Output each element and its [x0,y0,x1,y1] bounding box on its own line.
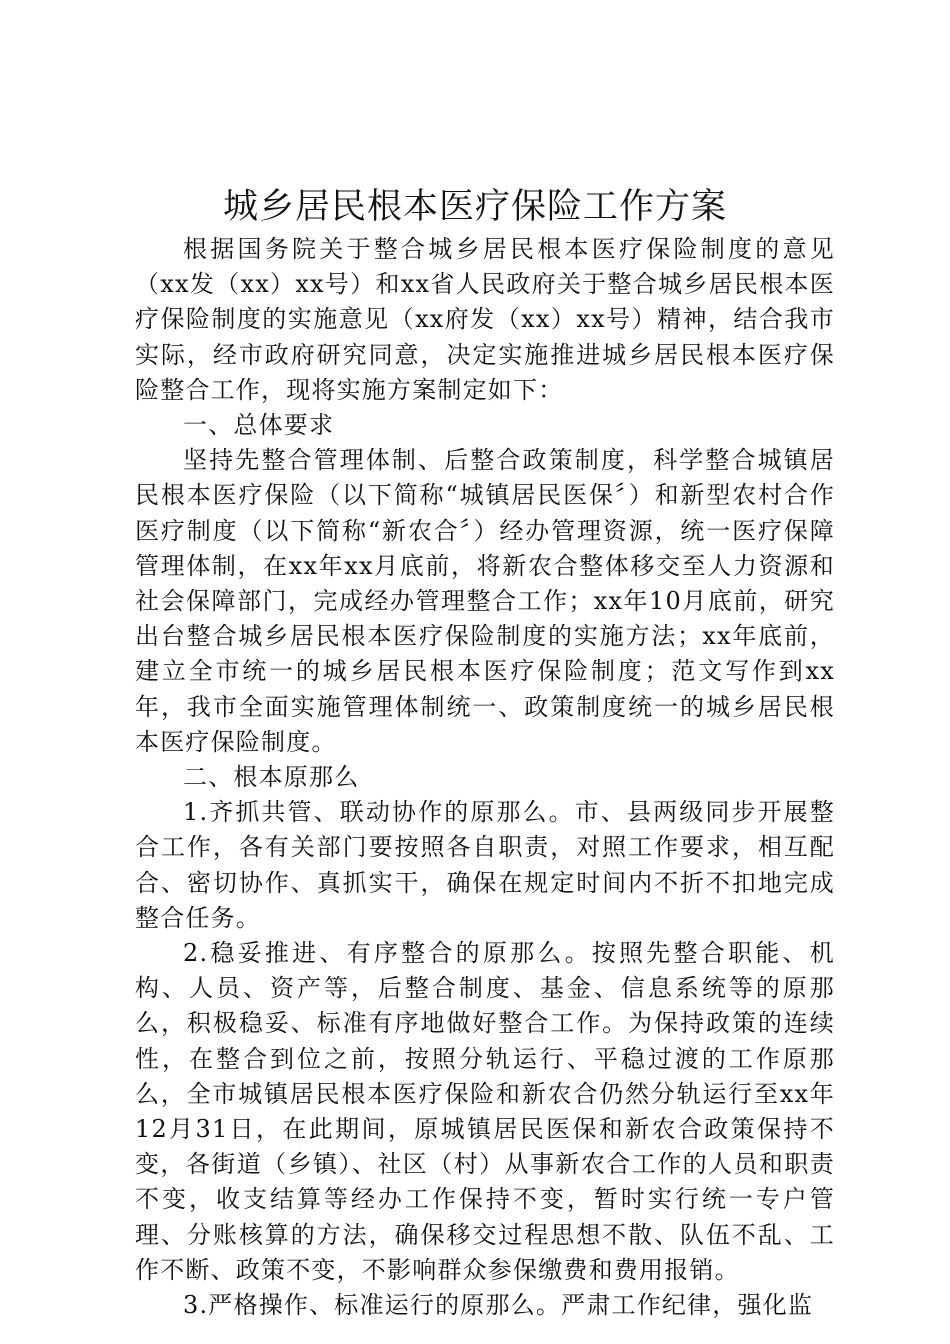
intro-paragraph: 根据国务院关于整合城乡居民根本医疗保险制度的意见（xx发（xx）xx号）和xx省人民政府关于整合城乡居民根本医疗保险制度的实施意见（xx府发（xx）xx号）精神，结合我市实际，经市政府研究同意，决定实施推进城乡居民根本医疗保险整合工作，现将实施方案制定如下： [135,235,835,404]
section-heading-general-requirements: 一、总体要求 [183,411,335,440]
section-heading-basic-principles: 二、根本原那么 [183,763,360,792]
principle-1-paragraph: 1.齐抓共管、联动协作的原那么。市、县两级同步开展整合工作，各有关部门要按照各自职责，对照工作要求，相互配合、密切协作、真抓实干，确保在规定时间内不折不扣地完成整合任务。 [135,798,835,932]
general-requirements-paragraph: 坚持先整合管理体制、后整合政策制度，科学整合城镇居民根本医疗保险（以下简称“城镇居民医保〞）和新型农村合作医疗制度（以下简称“新农合〞）经办管理资源，统一医疗保障管理体制，在xx年xx月底前，将新农合整体移交至人力资源和社会保障部门，完成经办管理整合工作；xx年10月底前，研究出台整合城乡居民根本医疗保险制度的实施方法；xx年底前，建立全市统一的城乡居民根本医疗保险制度；范文写作到xx年，我市全面实施管理体制统一、政策制度统一的城乡居民根本医疗保险制度。 [135,446,835,756]
document-body [135,232,835,1323]
principle-3-paragraph: 3.严格操作、标准运行的原那么。严肃工作纪律，强化监 [183,1291,814,1320]
document-title: 城乡居民根本医疗保险工作方案 [222,187,727,227]
principle-2-paragraph: 2.稳妥推进、有序整合的原那么。按照先整合职能、机构、人员、资产等，后整合制度、基金、信息系统等的原那么，积极稳妥、标准有序地做好整合工作。为保持政策的连续性，在整合到位之前，按照分轨运行、平稳过渡的工作原那么，全市城镇居民根本医疗保险和新农合仍然分轨运行至xx年12月31日，在此期间，原城镇居民医保和新农合政策保持不变，各街道（乡镇）、社区（村）从事新农合工作的人员和职责不变，收支结算等经办工作保持不变，暂时实行统一专户管理、分账核算的方法，确保移交过程思想不散、队伍不乱、工作不断、政策不变，不影响群众参保缴费和费用报销。 [135,939,835,1284]
